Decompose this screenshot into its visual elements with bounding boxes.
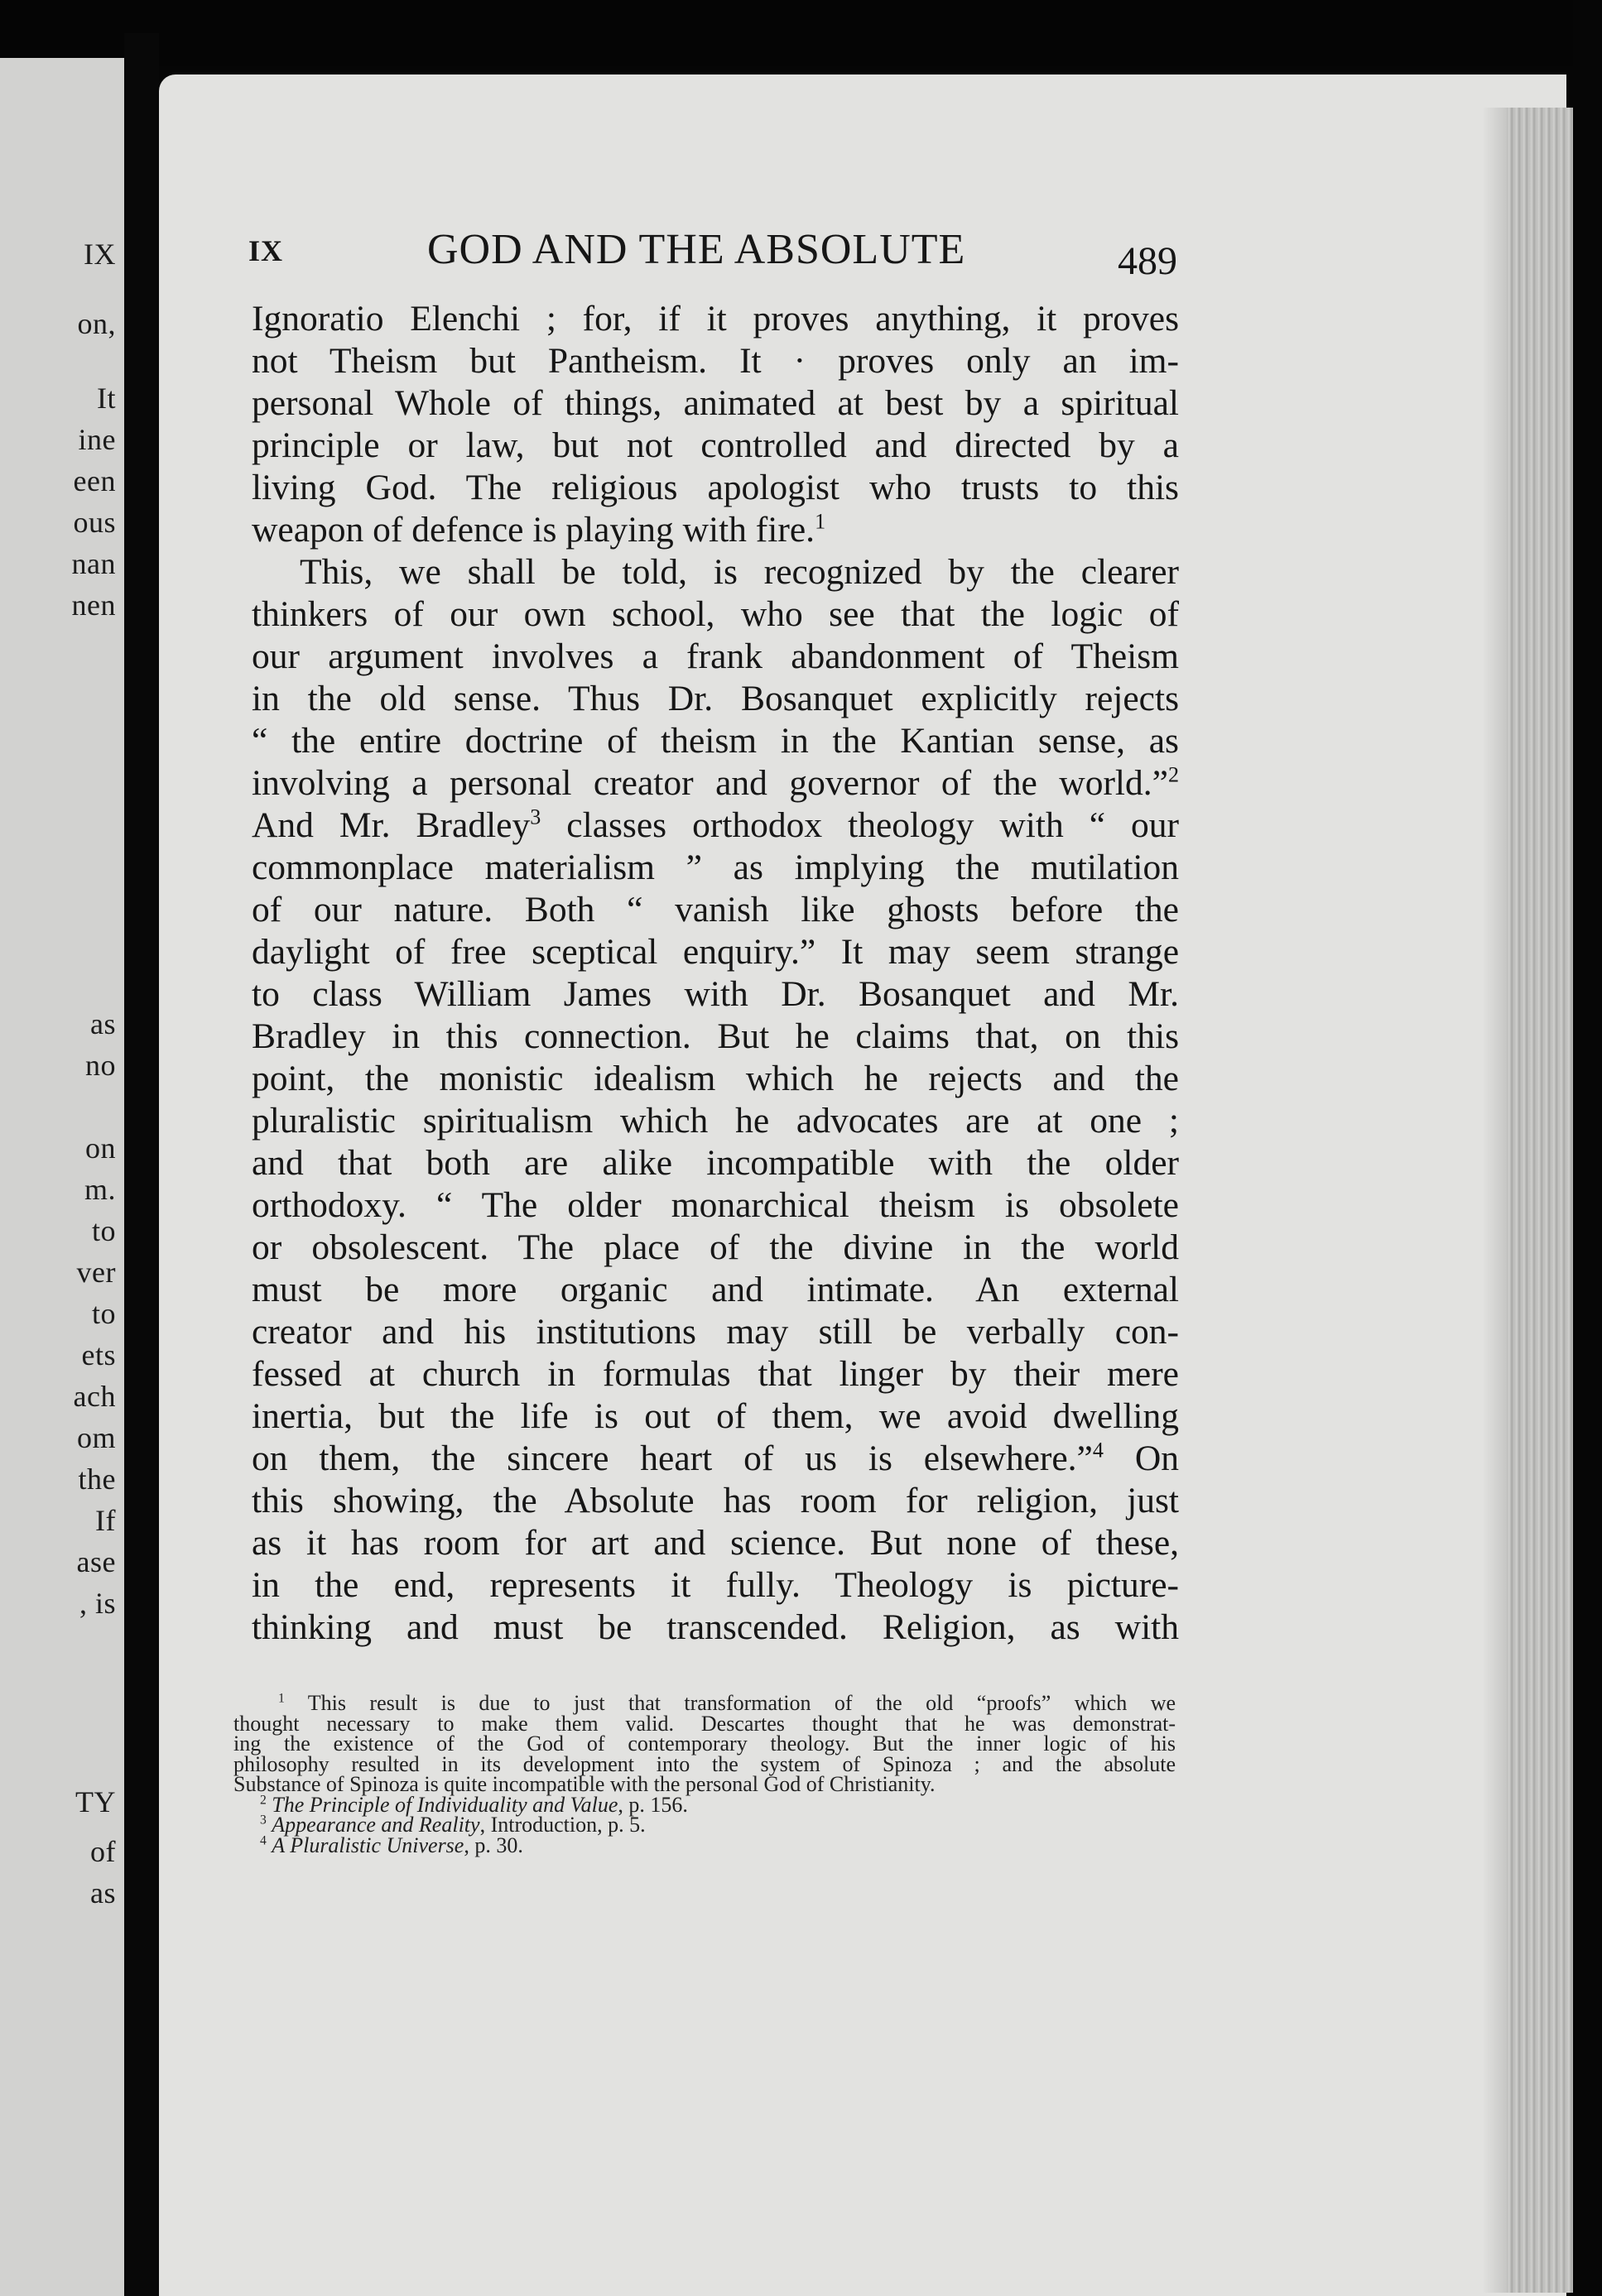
- text-line: in the old sense. Thus Dr. Bosanquet explicitly rejects: [252, 679, 1179, 718]
- left-fragment: ver: [76, 1256, 116, 1289]
- text-line: our argument involves a frank abandonment of Theism: [252, 636, 1179, 676]
- left-fragment: of: [90, 1835, 116, 1868]
- text-line-content: on them, the sincere heart of us is elsewhere.”: [252, 1439, 1093, 1478]
- running-title: GOD AND THE ABSOLUTE: [427, 226, 966, 273]
- left-fragment: nen: [71, 588, 116, 622]
- text-line: [252, 762, 1179, 805]
- text-line: thinkers of our own school, who see that the logic of: [252, 594, 1179, 634]
- text-line: and that both are alike incompatible with the older: [252, 1143, 1179, 1183]
- left-fragment: ach: [73, 1380, 116, 1413]
- text-line: to class William James with Dr. Bosanquet and Mr.: [252, 974, 1179, 1014]
- text-line: orthodoxy. “ The older monarchical theism is obsolete: [252, 1185, 1179, 1225]
- left-fragment: ous: [73, 506, 116, 539]
- text-line: Ignoratio Elenchi ; for, if it proves anything, it proves: [252, 299, 1179, 339]
- footnote-line: philosophy resulted in its development into the system of Spinoza ; and the absolute: [233, 1751, 1176, 1776]
- text-line: daylight of free sceptical enquiry.” It may seem strange: [252, 932, 1179, 972]
- footnote-line: Substance of Spinoza is quite incompatible with the personal God of Christianity.: [233, 1772, 936, 1796]
- footnote-number: 1: [278, 1691, 285, 1706]
- text-line: commonplace materialism ” as implying the mutilation: [252, 848, 1179, 887]
- text-line: principle or law, but not controlled and directed by a: [252, 425, 1179, 465]
- text-line-content: weapon of defence is playing with fire.: [252, 510, 815, 550]
- left-fragment: to: [91, 1214, 116, 1247]
- left-page-fragment: [0, 58, 124, 2296]
- text-line: This, we shall be told, is recognized by the clearer: [300, 552, 1179, 592]
- footnote-title: The Principle of Individuality and Value: [272, 1792, 618, 1817]
- footnote-line: [233, 1693, 1176, 1714]
- text-line: must be more organic and intimate. An external: [252, 1270, 1179, 1309]
- page-edges: [1507, 108, 1573, 2293]
- left-fragment: the: [78, 1463, 116, 1496]
- footnote-text: , p. 156.: [618, 1792, 688, 1817]
- left-fragment: to: [91, 1297, 116, 1330]
- footnote-title: Appearance and Reality: [272, 1813, 480, 1837]
- text-line: pluralistic spiritualism which he advocates are at one ;: [252, 1101, 1179, 1141]
- text-line: or obsolescent. The place of the divine in the world: [252, 1227, 1179, 1267]
- left-fragment: as: [90, 1007, 116, 1040]
- text-line: this showing, the Absolute has room for religion, just: [252, 1481, 1179, 1520]
- left-fragment: ine: [78, 423, 116, 456]
- text-line: not Theism but Pantheism. It · proves only an im-: [252, 341, 1179, 381]
- left-fragment: nan: [71, 547, 116, 580]
- text-line-content: classes orthodox theology with “ our: [566, 805, 1179, 845]
- text-line: [252, 1438, 1179, 1480]
- footnote-text: This result is due to just that transformation of the old “proofs” which we: [307, 1691, 1176, 1715]
- footnotes: [233, 1693, 1176, 1856]
- text-line: in the end, represents it fully. Theology is picture-: [252, 1565, 1179, 1605]
- footnote-text: , Introduction, p. 5.: [479, 1813, 646, 1837]
- scan-border-right: [1573, 0, 1602, 2296]
- text-line: “ the entire doctrine of theism in the Kantian sense, as: [252, 721, 1179, 761]
- text-line: as it has room for art and science. But none of these,: [252, 1523, 1179, 1563]
- left-fragment: If: [95, 1504, 116, 1537]
- left-fragment: as: [90, 1876, 116, 1909]
- text-line: fessed at church in formulas that linger by their mere: [252, 1354, 1179, 1394]
- page-edge-shadow: [1482, 108, 1507, 2293]
- text-line: creator and his institutions may still be verbally con-: [252, 1312, 1179, 1352]
- left-fragment: TY: [75, 1785, 116, 1818]
- text-line: inertia, but the life is out of them, we avoid dwelling: [252, 1396, 1179, 1436]
- footnote-line: [233, 1832, 1176, 1857]
- left-fragment: on,: [77, 307, 116, 340]
- text-line: [252, 805, 1179, 847]
- footnote-mark: 2: [1167, 762, 1179, 787]
- footnote-line: thought necessary to make them valid. Descartes thought that he was demonstrat-: [233, 1711, 1176, 1736]
- text-line: thinking and must be transcended. Religion, as with: [252, 1607, 1179, 1647]
- text-line: Bradley in this connection. But he claims that, on this: [252, 1016, 1179, 1056]
- body-text: [252, 298, 1179, 1649]
- footnote-number: 4: [260, 1832, 267, 1847]
- left-fragment: een: [73, 464, 116, 497]
- left-fragment: , is: [79, 1587, 116, 1620]
- footnote-number: 3: [260, 1813, 267, 1828]
- footnote-mark: 1: [815, 509, 826, 534]
- left-fragment: on: [85, 1131, 116, 1165]
- text-line-content: involving a personal creator and governor of the world.”: [252, 763, 1168, 803]
- text-line: of our nature. Both “ vanish like ghosts before the: [252, 890, 1179, 929]
- scan-border-top: [0, 0, 1602, 66]
- page-number: 489: [1118, 239, 1177, 283]
- left-fragment: It: [97, 382, 116, 415]
- text-line: point, the monistic idealism which he rejects and the: [252, 1059, 1179, 1098]
- footnote-text: , p. 30.: [464, 1832, 523, 1857]
- left-fragment: no: [85, 1049, 116, 1082]
- book-gutter: [124, 33, 159, 2296]
- footnote-mark: 3: [530, 805, 541, 829]
- text-line: personal Whole of things, animated at best by a spiritual: [252, 383, 1179, 423]
- left-fragment: ase: [76, 1545, 116, 1578]
- footnote-mark: 4: [1092, 1438, 1104, 1463]
- left-fragment: om: [76, 1421, 116, 1454]
- footnote-number: 2: [260, 1792, 267, 1807]
- footnote-title: A Pluralistic Universe: [272, 1832, 464, 1857]
- text-line: [252, 509, 1179, 551]
- left-fragment: m.: [84, 1173, 116, 1206]
- text-line-content: And Mr. Bradley: [252, 805, 531, 845]
- text-line: living God. The religious apologist who trusts to this: [252, 468, 1179, 507]
- chapter-numeral: IX: [248, 234, 284, 267]
- left-fragment: IX: [84, 238, 116, 271]
- footnote-line: ing the existence of the God of contemporary theology. But the inner logic of his: [233, 1732, 1176, 1756]
- text-line-content: On: [1134, 1439, 1179, 1478]
- left-fragment: ets: [81, 1338, 116, 1371]
